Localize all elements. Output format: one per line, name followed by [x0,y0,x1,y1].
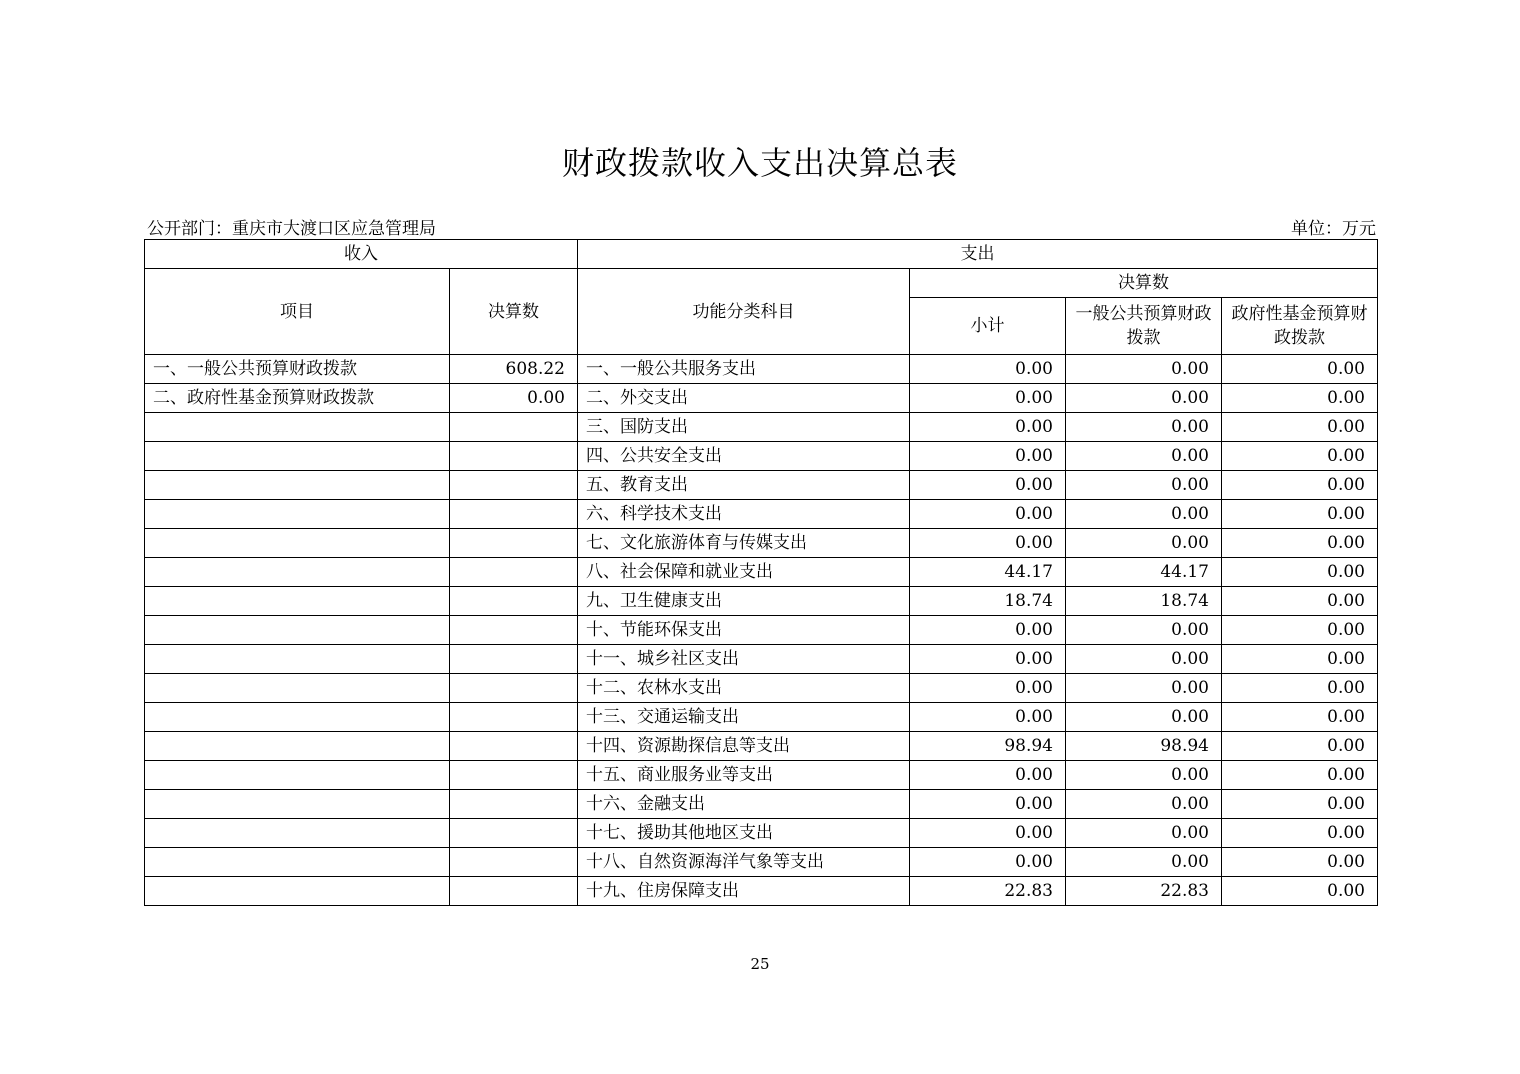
expense-name-cell: 十九、住房保障支出 [578,877,910,906]
expense-fund-cell: 0.00 [1222,500,1378,529]
income-item-cell [145,558,450,587]
expense-fund-cell: 0.00 [1222,442,1378,471]
expense-fund-cell: 0.00 [1222,384,1378,413]
table-row [145,587,1378,616]
expense-name-cell: 十三、交通运输支出 [578,703,910,732]
income-item-cell [145,703,450,732]
expense-fund-cell: 0.00 [1222,471,1378,500]
income-amount-cell [450,558,578,587]
income-amount-cell [450,790,578,819]
expense-name-cell: 十七、援助其他地区支出 [578,819,910,848]
expense-subtotal-cell: 0.00 [910,442,1066,471]
expense-subtotal-cell: 0.00 [910,471,1066,500]
department-label: 公开部门：重庆市大渡口区应急管理局 [147,219,436,239]
table-row [145,471,1378,500]
expense-fund-cell: 0.00 [1222,355,1378,384]
table-row [145,819,1378,848]
budget-table [144,239,1378,906]
table-row [145,616,1378,645]
expense-subtotal-cell: 0.00 [910,529,1066,558]
expense-fund-cell: 0.00 [1222,529,1378,558]
income-amount-cell [450,848,578,877]
income-amount-cell [450,500,578,529]
expense-subtotal-cell: 0.00 [910,413,1066,442]
expense-fund-cell: 0.00 [1222,761,1378,790]
expense-fund-cell: 0.00 [1222,616,1378,645]
header-subtotal: 小计 [910,298,1066,355]
table-row [145,703,1378,732]
income-amount-cell [450,877,578,906]
income-amount-cell [450,471,578,500]
table-row [145,732,1378,761]
expense-general-cell: 22.83 [1066,877,1222,906]
expense-subtotal-cell: 0.00 [910,355,1066,384]
expense-subtotal-cell: 0.00 [910,645,1066,674]
expense-name-cell: 十一、城乡社区支出 [578,645,910,674]
page-title: 财政拨款收入支出决算总表 [561,144,958,182]
income-item-cell: 一、一般公共预算财政拨款 [145,355,450,384]
income-amount-cell [450,442,578,471]
table-row [145,500,1378,529]
income-amount-cell [450,674,578,703]
income-item-cell [145,413,450,442]
income-item-cell [145,848,450,877]
income-amount-cell [450,645,578,674]
expense-name-cell: 十五、商业服务业等支出 [578,761,910,790]
table-row [145,529,1378,558]
expense-subtotal-cell: 0.00 [910,703,1066,732]
expense-subtotal-cell: 22.83 [910,877,1066,906]
header-func-category: 功能分类科目 [578,269,910,355]
expense-general-cell: 0.00 [1066,616,1222,645]
expense-subtotal-cell: 0.00 [910,674,1066,703]
budget-table-body [145,240,1378,906]
expense-fund-cell: 0.00 [1222,848,1378,877]
expense-fund-cell: 0.00 [1222,558,1378,587]
expense-name-cell: 四、公共安全支出 [578,442,910,471]
income-amount-cell [450,703,578,732]
income-item-cell [145,529,450,558]
expense-name-cell: 五、教育支出 [578,471,910,500]
income-amount-cell [450,732,578,761]
income-item-cell [145,732,450,761]
expense-subtotal-cell: 0.00 [910,790,1066,819]
income-amount-cell [450,413,578,442]
expense-fund-cell: 0.00 [1222,877,1378,906]
expense-fund-cell: 0.00 [1222,732,1378,761]
expense-general-cell: 0.00 [1066,529,1222,558]
expense-subtotal-cell: 18.74 [910,587,1066,616]
expense-subtotal-cell: 0.00 [910,761,1066,790]
expense-name-cell: 六、科学技术支出 [578,500,910,529]
expense-name-cell: 十六、金融支出 [578,790,910,819]
expense-general-cell: 0.00 [1066,413,1222,442]
unit-label: 单位：万元 [1291,219,1376,239]
expense-fund-cell: 0.00 [1222,819,1378,848]
expense-subtotal-cell: 0.00 [910,819,1066,848]
header-expense: 支出 [578,240,1378,269]
header-general-budget: 一般公共预算财政拨款 [1066,298,1222,355]
table-row [145,790,1378,819]
income-item-cell [145,616,450,645]
income-item-cell [145,471,450,500]
header-item: 项目 [145,269,450,355]
income-item-cell [145,500,450,529]
table-row [145,558,1378,587]
income-item-cell: 二、政府性基金预算财政拨款 [145,384,450,413]
expense-subtotal-cell: 0.00 [910,848,1066,877]
income-item-cell [145,790,450,819]
expense-general-cell: 0.00 [1066,819,1222,848]
header-row-1 [145,240,1378,269]
expense-fund-cell: 0.00 [1222,413,1378,442]
income-item-cell [145,819,450,848]
expense-general-cell: 0.00 [1066,442,1222,471]
expense-name-cell: 二、外交支出 [578,384,910,413]
expense-general-cell: 0.00 [1066,848,1222,877]
income-item-cell [145,761,450,790]
expense-general-cell: 44.17 [1066,558,1222,587]
header-income: 收入 [145,240,578,269]
expense-general-cell: 0.00 [1066,355,1222,384]
table-row [145,413,1378,442]
table-row [145,761,1378,790]
expense-subtotal-cell: 0.00 [910,616,1066,645]
expense-general-cell: 18.74 [1066,587,1222,616]
expense-fund-cell: 0.00 [1222,703,1378,732]
table-row [145,877,1378,906]
expense-name-cell: 十八、自然资源海洋气象等支出 [578,848,910,877]
income-item-cell [145,674,450,703]
expense-fund-cell: 0.00 [1222,587,1378,616]
expense-general-cell: 0.00 [1066,761,1222,790]
income-amount-cell [450,616,578,645]
expense-subtotal-cell: 44.17 [910,558,1066,587]
page-number: 25 [750,955,770,973]
expense-general-cell: 0.00 [1066,645,1222,674]
expense-subtotal-cell: 0.00 [910,384,1066,413]
expense-general-cell: 0.00 [1066,384,1222,413]
income-item-cell [145,645,450,674]
expense-name-cell: 一、一般公共服务支出 [578,355,910,384]
income-item-cell [145,442,450,471]
income-amount-cell [450,761,578,790]
expense-name-cell: 九、卫生健康支出 [578,587,910,616]
table-row [145,442,1378,471]
income-amount-cell [450,587,578,616]
header-final-amount-group: 决算数 [910,269,1378,298]
income-item-cell [145,587,450,616]
expense-name-cell: 十二、农林水支出 [578,674,910,703]
header-final-amount: 决算数 [450,269,578,355]
expense-general-cell: 0.00 [1066,500,1222,529]
expense-general-cell: 0.00 [1066,674,1222,703]
income-amount-cell: 608.22 [450,355,578,384]
expense-general-cell: 0.00 [1066,790,1222,819]
expense-subtotal-cell: 0.00 [910,500,1066,529]
expense-name-cell: 七、文化旅游体育与传媒支出 [578,529,910,558]
expense-general-cell: 98.94 [1066,732,1222,761]
header-gov-fund-budget: 政府性基金预算财政拨款 [1222,298,1378,355]
expense-fund-cell: 0.00 [1222,645,1378,674]
expense-name-cell: 十、节能环保支出 [578,616,910,645]
expense-name-cell: 十四、资源勘探信息等支出 [578,732,910,761]
table-row [145,384,1378,413]
header-row-2 [145,269,1378,298]
expense-fund-cell: 0.00 [1222,674,1378,703]
expense-name-cell: 三、国防支出 [578,413,910,442]
table-row [145,645,1378,674]
table-row [145,355,1378,384]
expense-general-cell: 0.00 [1066,471,1222,500]
expense-subtotal-cell: 98.94 [910,732,1066,761]
table-row [145,848,1378,877]
income-item-cell [145,877,450,906]
income-amount-cell [450,819,578,848]
income-amount-cell: 0.00 [450,384,578,413]
expense-name-cell: 八、社会保障和就业支出 [578,558,910,587]
expense-general-cell: 0.00 [1066,703,1222,732]
table-row [145,674,1378,703]
expense-fund-cell: 0.00 [1222,790,1378,819]
income-amount-cell [450,529,578,558]
